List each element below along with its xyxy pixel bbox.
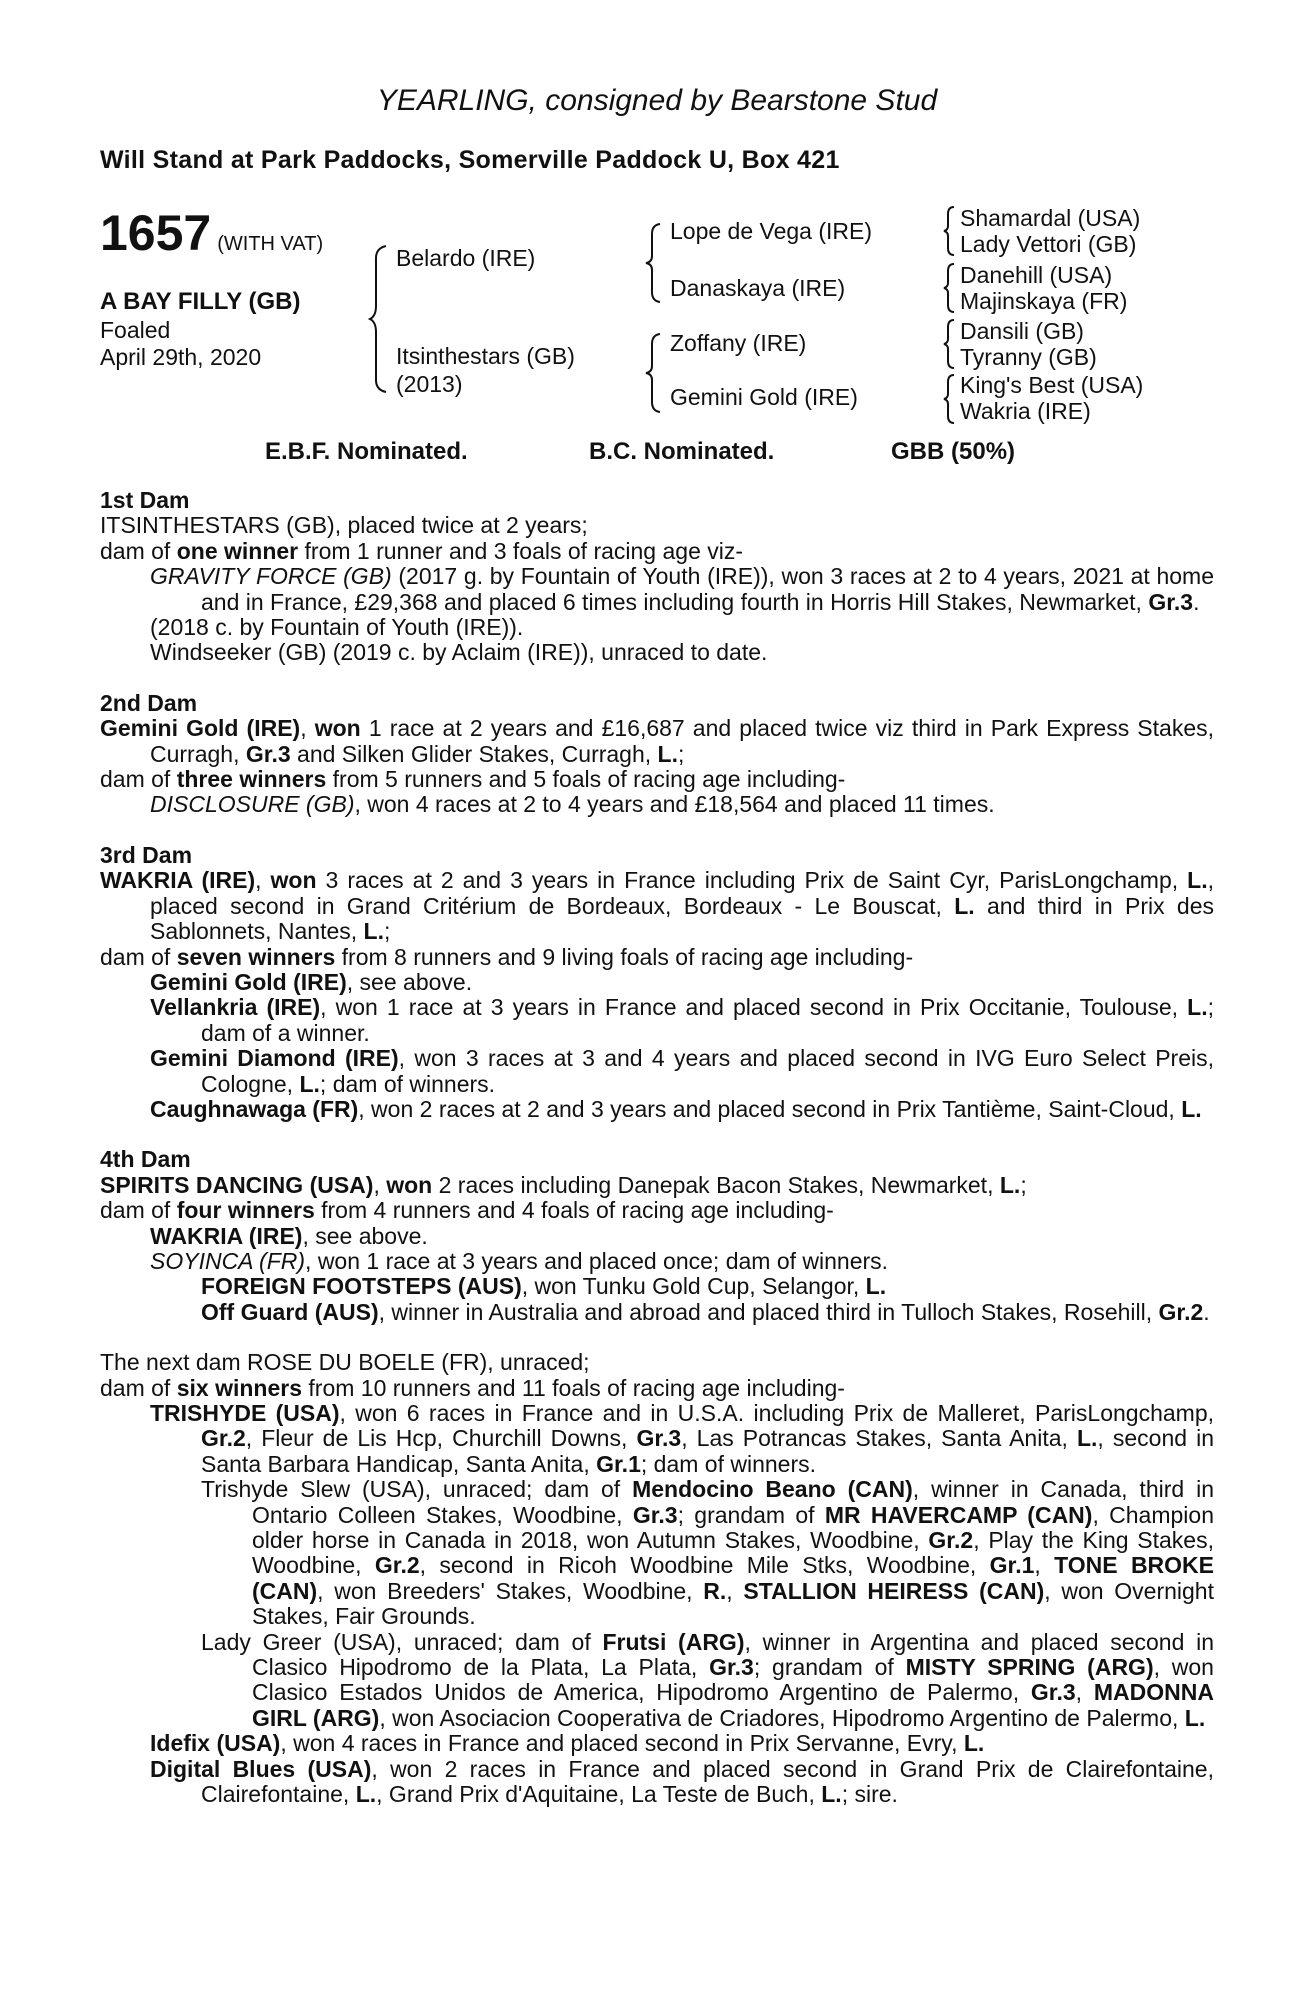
pedigree-gg2: Lady Vettori (GB) [960, 231, 1137, 257]
third-dam-progeny-3: Gemini Diamond (IRE), won 3 races at 3 and 4 years and placed second in IVG Euro Select Preis, Cologne, L.; dam of winners. [150, 1045, 1214, 1097]
pedigree-brace-sire [644, 222, 664, 304]
pedigree-brace-g3 [942, 318, 956, 370]
third-dam-progeny-1: Gemini Gold (IRE), see above. [150, 968, 473, 995]
first-dam-progeny-3: Windseeker (GB) (2019 c. by Aclaim (IRE)), unraced to date. [150, 639, 768, 666]
fourth-dam-heading: 4th Dam [100, 1146, 191, 1173]
catalogue-body [100, 488, 1214, 1808]
foaled-date: April 29th, 2020 [100, 344, 262, 370]
lot-vat: (WITH VAT) [217, 233, 324, 255]
third-dam-progeny-2: Vellankria (IRE), won 1 race at 3 years in France and placed second in Prix Occitanie, Toulouse, L.; dam of a winner. [150, 994, 1214, 1046]
foaled-info [100, 317, 261, 371]
pedigree-gg1: Shamardal (USA) [960, 205, 1141, 231]
third-dam-produce-line: dam of seven winners from 8 runners and 9 living foals of racing age including- [100, 943, 914, 970]
first-dam-heading: 1st Dam [100, 487, 190, 513]
first-dam-progeny-2: (2018 c. by Fountain of Youth (IRE)). [150, 614, 524, 641]
pedigree-sire-sire: Lope de Vega (IRE) [670, 218, 873, 244]
next-dam-progeny-trishyde: TRISHYDE (USA), won 6 races in France and in U.S.A. including Prix de Malleret, ParisLongchamp, Gr.2, Fleur de Lis Hcp, Churchill Downs, Gr.3, Las Potrancas Stakes, Santa Anita, L., second in Santa Barbara Handicap, Santa Anita, Gr.1; dam of winners. [150, 1400, 1214, 1477]
pedigree-gg4: Majinskaya (FR) [960, 288, 1128, 314]
first-dam-progeny-1: GRAVITY FORCE (GB) (2017 g. by Fountain of Youth (IRE)), won 3 races at 2 to 4 years, 2021 at home and in France, £29,368 and placed 6 times including fourth in Horris Hill Stakes, Newmarket, Gr.3. [150, 563, 1215, 615]
next-dam-grandprogeny-lady-greer: Lady Greer (USA), unraced; dam of Frutsi (ARG), winner in Argentina and placed second in Clasico Hipodromo de la Plata, La Plata, Gr.3; grandam of MISTY SPRING (ARG), won Clasico Estados Unidos de America, Hipodromo Argentino de Palermo, Gr.3, MADONNA GIRL (ARG), won Asociacion Cooperativa de Criadores, Hipodromo Argentino de Palermo, L. [201, 1628, 1214, 1731]
fourth-dam-produce-line: dam of four winners from 4 runners and 4 foals of racing age including- [100, 1197, 834, 1224]
fourth-dam-progeny-2: SOYINCA (FR), won 1 race at 3 years and placed once; dam of winners. [150, 1247, 889, 1274]
gbb-status: GBB (50%) [891, 438, 1016, 465]
second-dam-produce-line: dam of three winners from 5 runners and 5 foals of racing age including- [100, 766, 846, 793]
pedigree-brace-dam [644, 332, 664, 414]
horse-name: A BAY FILLY (GB) [100, 288, 301, 315]
pedigree-sire-dam: Danaskaya (IRE) [670, 275, 846, 301]
second-dam-heading: 2nd Dam [100, 689, 198, 716]
first-dam-line: ITSINTHESTARS (GB), placed twice at 2 years; [100, 512, 588, 539]
next-dam-progeny-idefix: Idefix (USA), won 4 races in France and placed second in Prix Servanne, Evry, L. [150, 1730, 985, 1757]
pedigree-dam-sire: Zoffany (IRE) [670, 330, 807, 356]
pedigree-gg5: Dansili (GB) [960, 318, 1084, 344]
third-dam-line: WAKRIA (IRE), won 3 races at 2 and 3 years in France including Prix de Saint Cyr, ParisLongchamp, L., placed second in Grand Critérium de Bordeaux, Bordeaux - Le Bouscat, L. and third in Prix des Sablonnets, Nantes, L.; [100, 867, 1214, 945]
pedigree-gg6: Tyranny (GB) [960, 344, 1097, 370]
ebf-nomination: E.B.F. Nominated. [265, 438, 468, 465]
second-dam-progeny-1: DISCLOSURE (GB), won 4 races at 2 to 4 years and £18,564 and placed 11 times. [150, 791, 995, 818]
third-dam-progeny-4: Caughnawaga (FR), won 2 races at 2 and 3 years and placed second in Prix Tantième, Saint-Cloud, L. [150, 1095, 1202, 1122]
fourth-dam-line: SPIRITS DANCING (USA), won 2 races including Danepak Bacon Stakes, Newmarket, L.; [100, 1171, 1027, 1198]
next-dam-progeny-digital-blues: Digital Blues (USA), won 2 races in France and placed second in Grand Prix de Clairefontaine, Clairefontaine, L., Grand Prix d'Aquitaine, La Teste de Buch, L.; sire. [150, 1755, 1214, 1808]
pedigree-dam: Itsinthestars (GB) [396, 343, 575, 369]
pedigree-brace-main [368, 244, 388, 394]
next-dam-produce-line: dam of six winners from 10 runners and 11 foals of racing age including- [100, 1374, 845, 1401]
lot-number: 1657 [100, 205, 212, 261]
pedigree-gg7: King's Best (USA) [960, 372, 1144, 398]
foaled-label: Foaled [100, 317, 171, 343]
next-dam-line: The next dam ROSE DU BOELE (FR), unraced; [100, 1349, 590, 1376]
fourth-dam-grandprogeny-2: Off Guard (AUS), winner in Australia and abroad and placed third in Tulloch Stakes, Rosehill, Gr.2. [201, 1298, 1210, 1325]
bc-nomination: B.C. Nominated. [589, 438, 775, 465]
stand-location: Will Stand at Park Paddocks, Somerville Paddock U, Box 421 [100, 146, 840, 174]
fourth-dam-grandprogeny-1: FOREIGN FOOTSTEPS (AUS), won Tunku Gold Cup, Selangor, L. [201, 1273, 887, 1300]
next-dam-grandprogeny-trishyde-slew: Trishyde Slew (USA), unraced; dam of Mendocino Beano (CAN), winner in Canada, third in Ontario Colleen Stakes, Woodbine, Gr.3; grandam of MR HAVERCAMP (CAN), Champion older horse in Canada in 2018, won Autumn Stakes, Woodbine, Gr.2, Play the King Stakes, Woodbine, Gr.2, second in Ricoh Woodbine Mile Stks, Woodbine, Gr.1, TONE BROKE (CAN), won Breeders' Stakes, Woodbine, R., STALLION HEIRESS (CAN), won Overnight Stakes, Fair Grounds. [201, 1476, 1214, 1630]
pedigree-brace-g4 [942, 373, 956, 425]
pedigree-brace-g1 [942, 205, 956, 257]
pedigree-gg3: Danehill (USA) [960, 262, 1113, 288]
first-dam-produce-line: dam of one winner from 1 runner and 3 foals of racing age viz- [100, 537, 744, 564]
second-dam-line: Gemini Gold (IRE), won 1 race at 2 years and £16,687 and placed twice viz third in Park Express Stakes, Curragh, Gr.3 and Silken Glider Stakes, Curragh, L.; [100, 715, 1215, 767]
fourth-dam-progeny-1: WAKRIA (IRE), see above. [150, 1222, 428, 1249]
lot-block [100, 204, 323, 262]
page-title: YEARLING, consigned by Bearstone Stud [376, 84, 938, 117]
third-dam-heading: 3rd Dam [100, 841, 193, 868]
pedigree-brace-g2 [942, 262, 956, 314]
pedigree-dam-dam: Gemini Gold (IRE) [670, 384, 858, 410]
pedigree-gg8: Wakria (IRE) [960, 398, 1091, 424]
pedigree-sire: Belardo (IRE) [396, 245, 536, 271]
pedigree-dam-year: (2013) [396, 371, 463, 397]
